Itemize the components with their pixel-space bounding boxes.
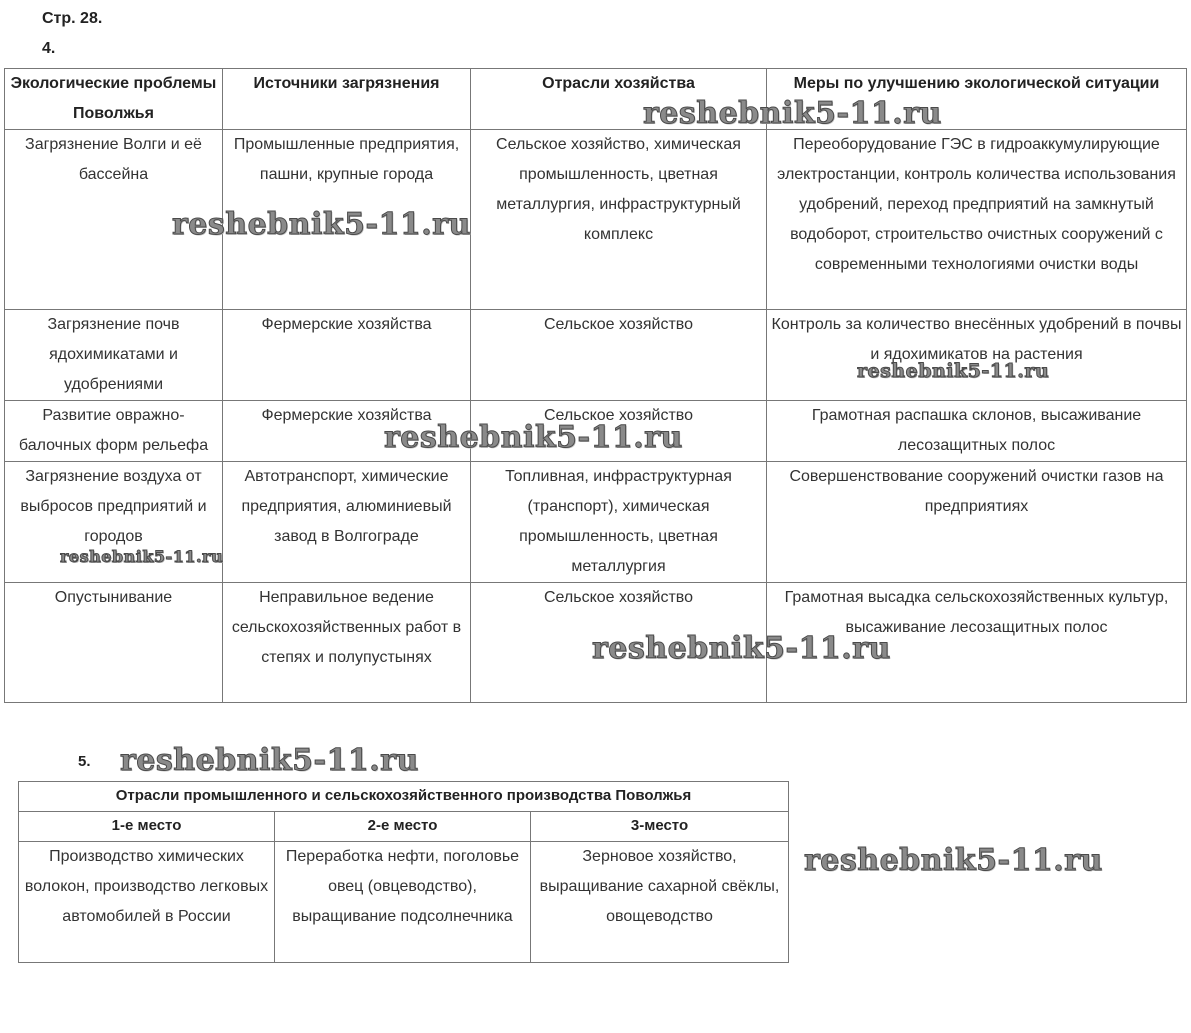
cell-source: Фермерские хозяйства [223,310,471,401]
header-sources: Источники загрязнения [223,69,471,130]
header-industries: Отрасли хозяйства [471,69,767,130]
cell-measure: Контроль за количество внесённых удобрений в почвы и ядохимикатов на растения [767,310,1187,401]
cell-problem: Загрязнение почв ядохимикатами и удобрениями [5,310,223,401]
cell-source: Фермерские хозяйства [223,401,471,462]
table-row [5,310,1187,401]
watermark: reshebnik5-11.ru [120,743,419,778]
cell-source: Автотранспорт, химические предприятия, алюминиевый завод в Волгограде [223,462,471,583]
table-row [5,401,1187,462]
watermark: reshebnik5-11.ru [384,420,683,455]
watermark: reshebnik5-11.ru [804,843,1103,878]
cell-industry: Сельское хозяйство [471,310,767,401]
table-header-row [5,69,1187,130]
cell-second-place: Переработка нефти, поголовье овец (овцеводство), выращивание подсолнечника [275,842,531,963]
watermark: reshebnik5-11.ru [643,96,942,131]
cell-measure: Грамотная распашка склонов, высаживание лесозащитных полос [767,401,1187,462]
cell-industry: Сельское хозяйство [471,401,767,462]
cell-third-place: Зерновое хозяйство, выращивание сахарной свёклы, овощеводство [531,842,789,963]
table-title-row [19,782,789,812]
watermark: reshebnik5-11.ru [60,547,224,566]
table-row [5,462,1187,583]
watermark: reshebnik5-11.ru [857,360,1050,382]
table-title: Отрасли промышленного и сельскохозяйственного производства Поволжья [19,782,789,812]
table-row [19,842,789,963]
cell-source: Неправильное ведение сельскохозяйственных работ в степях и полупустынях [223,583,471,703]
cell-industry: Сельское хозяйство [471,583,767,703]
cell-industry: Топливная, инфраструктурная (транспорт), химическая промышленность, цветная металлургия [471,462,767,583]
header-first-place: 1-е место [19,812,275,842]
table-row [5,130,1187,310]
cell-problem: Загрязнение Волги и её бассейна [5,130,223,310]
page-label: Стр. 28. [42,10,103,27]
header-measures: Меры по улучшению экологической ситуации [767,69,1187,130]
cell-first-place: Производство химических волокон, производство легковых автомобилей в России [19,842,275,963]
cell-source: Промышленные предприятия, пашни, крупные города [223,130,471,310]
ecology-table [4,68,1187,703]
cell-industry: Сельское хозяйство, химическая промышленность, цветная металлургия, инфраструктурный комплекс [471,130,767,310]
table-header-row [19,812,789,842]
task-4-number: 4. [42,40,56,57]
table-row [5,583,1187,703]
watermark: reshebnik5-11.ru [592,631,891,666]
production-table [18,781,789,963]
header-problems: Экологические проблемы Поволжья [5,69,223,130]
header-third-place: 3-место [531,812,789,842]
cell-measure: Совершенствование сооружений очистки газов на предприятиях [767,462,1187,583]
cell-problem: Загрязнение воздуха от выбросов предприятий и городов [5,462,223,583]
watermark: reshebnik5-11.ru [172,207,471,242]
cell-measure: Переоборудование ГЭС в гидроаккумулирующие электростанции, контроль количества использования удобрений, переход предприятий на замкнутый водоборот, строительство очистных сооружений с современными технологиями очистки воды [767,130,1187,310]
cell-problem: Опустынивание [5,583,223,703]
cell-problem: Развитие овражно-балочных форм рельефа [5,401,223,462]
task-5-number: 5. [78,753,91,770]
cell-measure: Грамотная высадка сельскохозяйственных культур, высаживание лесозащитных полос [767,583,1187,703]
header-second-place: 2-е место [275,812,531,842]
